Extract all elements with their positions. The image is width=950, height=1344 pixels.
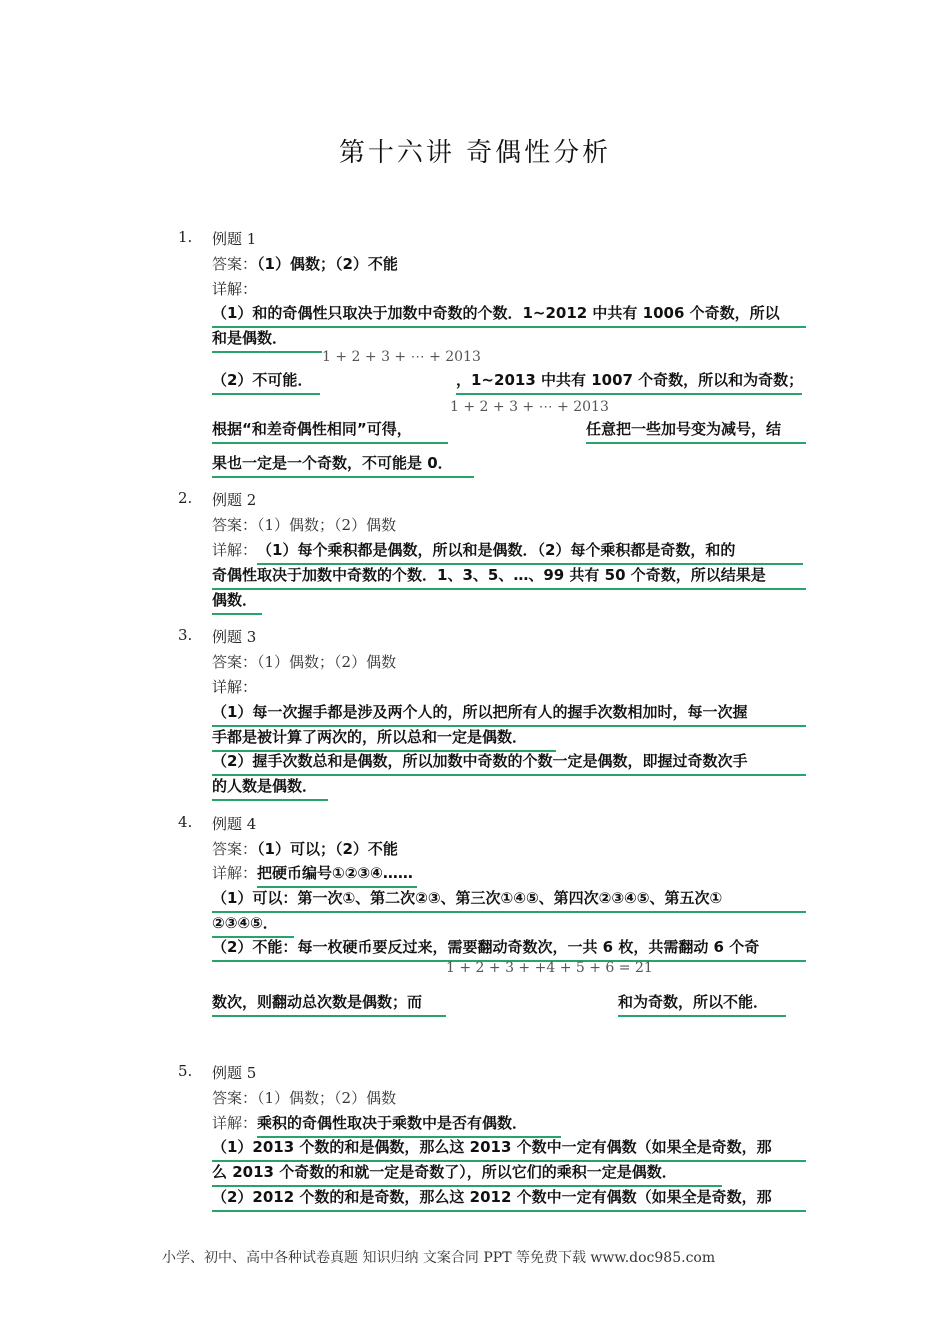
answer-line <box>212 838 806 859</box>
answer-line <box>212 651 806 672</box>
answer-label: 答案： <box>212 1089 258 1107</box>
formula: 1 + 2 + 3 + +4 + 5 + 6 = 21 <box>446 960 653 976</box>
detail-line: 和是偶数． <box>212 327 806 353</box>
answer-label: 答案： <box>212 840 258 858</box>
detail-line: 果也一定是一个奇数，不可能是 0． <box>212 452 806 478</box>
detail-line: 偶数． <box>212 589 806 615</box>
detail-label: 详解： <box>212 1114 258 1132</box>
detail-line: 数次，则翻动总次数是偶数；而 和为奇数，所以不能． <box>212 991 806 1017</box>
detail-label: 详解： <box>212 864 258 882</box>
detail-line: 详解：把硬币编号①②③④…… <box>212 862 806 888</box>
item-number: 2. <box>178 489 193 507</box>
answer-text: （1）可以；（2）不能 <box>257 840 398 858</box>
detail-line: （1）和的奇偶性只取决于加数中奇数的个数．1~2012 中共有 1006 个奇数，所以 <box>212 302 806 328</box>
item-heading: 例题 2 <box>212 491 257 509</box>
answer-line <box>212 253 806 274</box>
detail-line: 详解：（1）每个乘积都是偶数，所以和是偶数．（2）每个乘积都是奇数，和的 <box>212 539 806 565</box>
answer-text: （1）偶数；（2）不能 <box>257 255 398 273</box>
detail-line: （2）握手次数总和是偶数，所以加数中奇数的个数一定是偶数，即握过奇数次手 <box>212 750 806 776</box>
item-number: 5. <box>178 1062 193 1080</box>
answer-label: 答案： <box>212 653 258 671</box>
answer-label: 答案： <box>212 516 258 534</box>
detail-line: （2）不可能． ，1~2013 中共有 1007 个奇数，所以和为奇数； <box>212 369 806 395</box>
answer-line <box>212 1087 806 1108</box>
formula: 1 + 2 + 3 + ⋯ + 2013 <box>322 349 481 365</box>
detail-label: 详解： <box>212 541 258 559</box>
answer-label: 答案： <box>212 255 258 273</box>
item-number: 3. <box>178 626 193 644</box>
answer-text: （1）偶数；（2）偶数 <box>257 1089 397 1107</box>
detail-label: 详解： <box>212 678 258 696</box>
answer-line <box>212 514 806 535</box>
item-heading: 例题 3 <box>212 628 257 646</box>
detail-line: 的人数是偶数． <box>212 775 806 801</box>
detail-line: 详解：乘积的奇偶性取决于乘数中是否有偶数． <box>212 1112 806 1138</box>
page-footer: 小学、初中、高中各种试卷真题 知识归纳 文案合同 PPT 等免费下载 www.doc985.com <box>162 1250 716 1266</box>
answer-text: （1）偶数；（2）偶数 <box>257 653 397 671</box>
item-heading: 例题 1 <box>212 230 257 248</box>
detail-line: （2）2012 个数的和是奇数，那么这 2012 个数中一定有偶数（如果全是奇数，那 <box>212 1186 806 1212</box>
detail-line: 手都是被计算了两次的，所以总和一定是偶数． <box>212 726 806 752</box>
detail-line: 奇偶性取决于加数中奇数的个数．1、3、5、…、99 共有 50 个奇数，所以结果是 <box>212 564 806 590</box>
item-number: 1. <box>178 228 193 246</box>
detail-line: （2）不能：每一枚硬币要反过来，需要翻动奇数次，一共 6 枚，共需翻动 6 个奇 <box>212 936 806 962</box>
detail-label: 详解： <box>212 280 258 298</box>
answer-text: （1）偶数；（2）偶数 <box>257 516 397 534</box>
page-title: 第十六讲 奇偶性分析 <box>338 138 612 168</box>
item-heading: 例题 5 <box>212 1064 257 1082</box>
item-number: 4. <box>178 813 193 831</box>
detail-line: （1）每一次握手都是涉及两个人的，所以把所有人的握手次数相加时，每一次握 <box>212 701 806 727</box>
detail-line: 根据“和差奇偶性相同”可得， 任意把一些加号变为减号，结 <box>212 418 806 444</box>
detail-line: 么 2013 个奇数的和就一定是奇数了），所以它们的乘积一定是偶数． <box>212 1161 806 1187</box>
detail-line: （1）2013 个数的和是偶数，那么这 2013 个数中一定有偶数（如果全是奇数，那 <box>212 1136 806 1162</box>
item-heading: 例题 4 <box>212 815 257 833</box>
detail-line: （1）可以：第一次①、第二次②③、第三次①④⑤、第四次②③④⑤、第五次① <box>212 887 806 913</box>
detail-line: ②③④⑤． <box>212 912 806 938</box>
formula: 1 + 2 + 3 + ⋯ + 2013 <box>450 399 609 415</box>
